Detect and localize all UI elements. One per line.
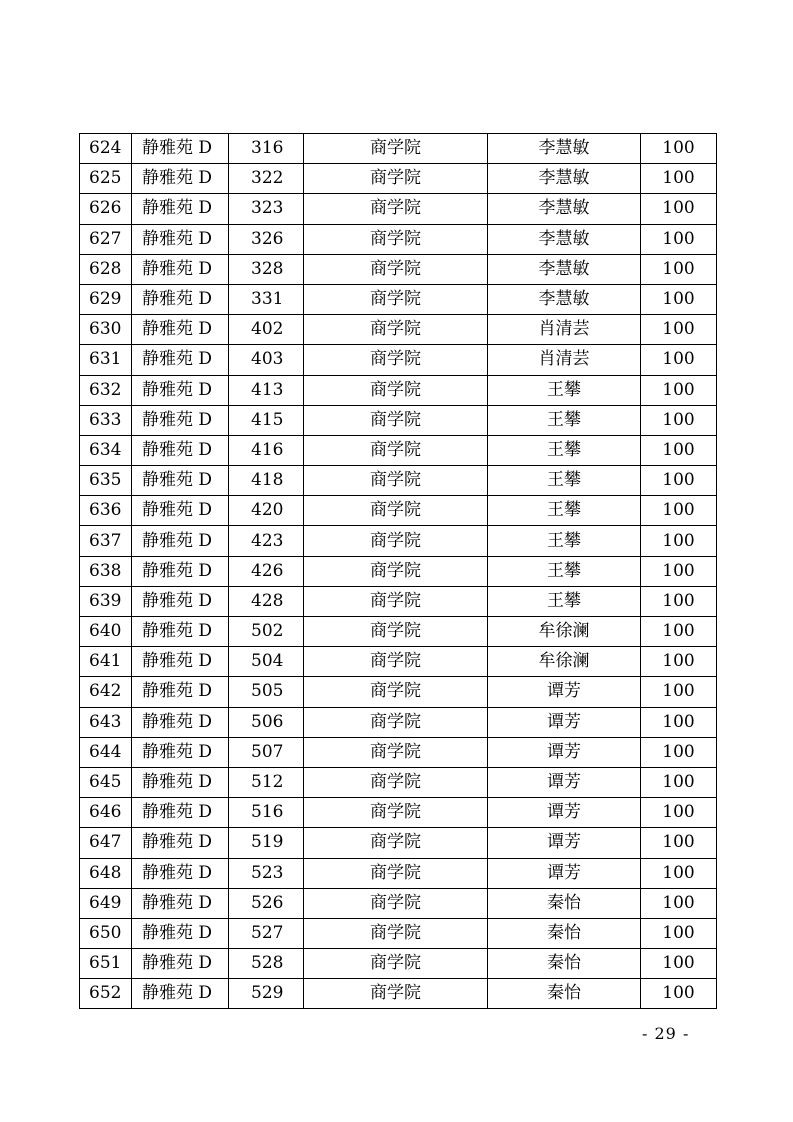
room-number-cell: 528 <box>229 949 304 979</box>
building-cell: 静雅苑 D <box>132 526 229 556</box>
building-cell: 静雅苑 D <box>132 707 229 737</box>
person-name-cell: 王攀 <box>488 586 641 616</box>
row-number-cell: 648 <box>80 858 132 888</box>
room-number-cell: 328 <box>229 254 304 284</box>
building-cell: 静雅苑 D <box>132 224 229 254</box>
person-name-cell: 谭芳 <box>488 707 641 737</box>
row-number-cell: 628 <box>80 254 132 284</box>
college-cell: 商学院 <box>304 858 488 888</box>
row-number-cell: 632 <box>80 375 132 405</box>
room-number-cell: 423 <box>229 526 304 556</box>
person-name-cell: 谭芳 <box>488 858 641 888</box>
row-number-cell: 627 <box>80 224 132 254</box>
college-cell: 商学院 <box>304 466 488 496</box>
college-cell: 商学院 <box>304 586 488 616</box>
score-cell: 100 <box>641 828 717 858</box>
row-number-cell: 626 <box>80 194 132 224</box>
person-name-cell: 王攀 <box>488 435 641 465</box>
room-number-cell: 519 <box>229 828 304 858</box>
person-name-cell: 王攀 <box>488 526 641 556</box>
room-number-cell: 323 <box>229 194 304 224</box>
college-cell: 商学院 <box>304 888 488 918</box>
room-number-cell: 523 <box>229 858 304 888</box>
person-name-cell: 秦怡 <box>488 918 641 948</box>
person-name-cell: 秦怡 <box>488 979 641 1009</box>
building-cell: 静雅苑 D <box>132 737 229 767</box>
score-cell: 100 <box>641 134 717 164</box>
row-number-cell: 644 <box>80 737 132 767</box>
score-cell: 100 <box>641 254 717 284</box>
building-cell: 静雅苑 D <box>132 254 229 284</box>
person-name-cell: 李慧敏 <box>488 224 641 254</box>
room-number-cell: 502 <box>229 617 304 647</box>
room-number-cell: 512 <box>229 767 304 797</box>
room-number-cell: 505 <box>229 677 304 707</box>
person-name-cell: 王攀 <box>488 405 641 435</box>
building-cell: 静雅苑 D <box>132 949 229 979</box>
building-cell: 静雅苑 D <box>132 767 229 797</box>
score-cell: 100 <box>641 586 717 616</box>
person-name-cell: 李慧敏 <box>488 254 641 284</box>
person-name-cell: 谭芳 <box>488 737 641 767</box>
room-number-cell: 529 <box>229 979 304 1009</box>
room-number-cell: 403 <box>229 345 304 375</box>
score-cell: 100 <box>641 677 717 707</box>
person-name-cell: 谭芳 <box>488 677 641 707</box>
building-cell: 静雅苑 D <box>132 918 229 948</box>
building-cell: 静雅苑 D <box>132 405 229 435</box>
person-name-cell: 谭芳 <box>488 767 641 797</box>
person-name-cell: 李慧敏 <box>488 164 641 194</box>
college-cell: 商学院 <box>304 798 488 828</box>
score-cell: 100 <box>641 949 717 979</box>
college-cell: 商学院 <box>304 677 488 707</box>
score-cell: 100 <box>641 224 717 254</box>
table-row <box>80 828 717 858</box>
college-cell: 商学院 <box>304 556 488 586</box>
table-row <box>80 194 717 224</box>
room-number-cell: 504 <box>229 647 304 677</box>
row-number-cell: 624 <box>80 134 132 164</box>
table-row <box>80 526 717 556</box>
row-number-cell: 649 <box>80 888 132 918</box>
building-cell: 静雅苑 D <box>132 647 229 677</box>
college-cell: 商学院 <box>304 345 488 375</box>
person-name-cell: 王攀 <box>488 496 641 526</box>
college-cell: 商学院 <box>304 647 488 677</box>
room-number-cell: 418 <box>229 466 304 496</box>
college-cell: 商学院 <box>304 164 488 194</box>
person-name-cell: 肖清芸 <box>488 345 641 375</box>
score-cell: 100 <box>641 194 717 224</box>
building-cell: 静雅苑 D <box>132 466 229 496</box>
building-cell: 静雅苑 D <box>132 315 229 345</box>
score-cell: 100 <box>641 979 717 1009</box>
table-row <box>80 979 717 1009</box>
college-cell: 商学院 <box>304 617 488 647</box>
building-cell: 静雅苑 D <box>132 979 229 1009</box>
college-cell: 商学院 <box>304 375 488 405</box>
table-row <box>80 254 717 284</box>
table-row <box>80 707 717 737</box>
row-number-cell: 651 <box>80 949 132 979</box>
building-cell: 静雅苑 D <box>132 556 229 586</box>
dormitory-score-table <box>79 133 717 1009</box>
score-cell: 100 <box>641 466 717 496</box>
table-row <box>80 647 717 677</box>
table-row <box>80 798 717 828</box>
table-row <box>80 949 717 979</box>
table-row <box>80 858 717 888</box>
row-number-cell: 652 <box>80 979 132 1009</box>
college-cell: 商学院 <box>304 284 488 314</box>
score-cell: 100 <box>641 556 717 586</box>
row-number-cell: 637 <box>80 526 132 556</box>
table-row <box>80 496 717 526</box>
person-name-cell: 王攀 <box>488 466 641 496</box>
row-number-cell: 641 <box>80 647 132 677</box>
table-row <box>80 405 717 435</box>
score-cell: 100 <box>641 405 717 435</box>
college-cell: 商学院 <box>304 526 488 556</box>
row-number-cell: 636 <box>80 496 132 526</box>
college-cell: 商学院 <box>304 254 488 284</box>
row-number-cell: 629 <box>80 284 132 314</box>
person-name-cell: 肖清芸 <box>488 315 641 345</box>
building-cell: 静雅苑 D <box>132 496 229 526</box>
building-cell: 静雅苑 D <box>132 828 229 858</box>
building-cell: 静雅苑 D <box>132 284 229 314</box>
score-cell: 100 <box>641 435 717 465</box>
room-number-cell: 416 <box>229 435 304 465</box>
row-number-cell: 640 <box>80 617 132 647</box>
score-cell: 100 <box>641 737 717 767</box>
row-number-cell: 642 <box>80 677 132 707</box>
college-cell: 商学院 <box>304 918 488 948</box>
room-number-cell: 415 <box>229 405 304 435</box>
row-number-cell: 638 <box>80 556 132 586</box>
score-cell: 100 <box>641 284 717 314</box>
score-cell: 100 <box>641 375 717 405</box>
room-number-cell: 326 <box>229 224 304 254</box>
row-number-cell: 633 <box>80 405 132 435</box>
score-cell: 100 <box>641 617 717 647</box>
table-row <box>80 586 717 616</box>
row-number-cell: 650 <box>80 918 132 948</box>
room-number-cell: 322 <box>229 164 304 194</box>
row-number-cell: 630 <box>80 315 132 345</box>
table-row <box>80 134 717 164</box>
building-cell: 静雅苑 D <box>132 798 229 828</box>
room-number-cell: 426 <box>229 556 304 586</box>
row-number-cell: 631 <box>80 345 132 375</box>
score-cell: 100 <box>641 888 717 918</box>
person-name-cell: 秦怡 <box>488 888 641 918</box>
table-row <box>80 345 717 375</box>
room-number-cell: 331 <box>229 284 304 314</box>
row-number-cell: 625 <box>80 164 132 194</box>
table-row <box>80 224 717 254</box>
page-number: - 29 - <box>642 1024 690 1043</box>
building-cell: 静雅苑 D <box>132 888 229 918</box>
person-name-cell: 李慧敏 <box>488 134 641 164</box>
college-cell: 商学院 <box>304 496 488 526</box>
table-row <box>80 284 717 314</box>
score-cell: 100 <box>641 315 717 345</box>
college-cell: 商学院 <box>304 315 488 345</box>
person-name-cell: 王攀 <box>488 556 641 586</box>
college-cell: 商学院 <box>304 949 488 979</box>
college-cell: 商学院 <box>304 737 488 767</box>
building-cell: 静雅苑 D <box>132 435 229 465</box>
table-row <box>80 737 717 767</box>
room-number-cell: 527 <box>229 918 304 948</box>
college-cell: 商学院 <box>304 435 488 465</box>
building-cell: 静雅苑 D <box>132 677 229 707</box>
building-cell: 静雅苑 D <box>132 345 229 375</box>
building-cell: 静雅苑 D <box>132 134 229 164</box>
room-number-cell: 506 <box>229 707 304 737</box>
person-name-cell: 牟徐澜 <box>488 617 641 647</box>
room-number-cell: 420 <box>229 496 304 526</box>
row-number-cell: 646 <box>80 798 132 828</box>
college-cell: 商学院 <box>304 767 488 797</box>
table-row <box>80 556 717 586</box>
table-row <box>80 918 717 948</box>
table-row <box>80 677 717 707</box>
table-row <box>80 767 717 797</box>
college-cell: 商学院 <box>304 405 488 435</box>
score-cell: 100 <box>641 767 717 797</box>
score-cell: 100 <box>641 918 717 948</box>
college-cell: 商学院 <box>304 979 488 1009</box>
row-number-cell: 643 <box>80 707 132 737</box>
table-row <box>80 375 717 405</box>
score-cell: 100 <box>641 496 717 526</box>
person-name-cell: 谭芳 <box>488 828 641 858</box>
row-number-cell: 645 <box>80 767 132 797</box>
table-row <box>80 435 717 465</box>
room-number-cell: 413 <box>229 375 304 405</box>
person-name-cell: 王攀 <box>488 375 641 405</box>
college-cell: 商学院 <box>304 134 488 164</box>
person-name-cell: 李慧敏 <box>488 194 641 224</box>
building-cell: 静雅苑 D <box>132 164 229 194</box>
college-cell: 商学院 <box>304 707 488 737</box>
building-cell: 静雅苑 D <box>132 617 229 647</box>
building-cell: 静雅苑 D <box>132 858 229 888</box>
row-number-cell: 634 <box>80 435 132 465</box>
score-cell: 100 <box>641 798 717 828</box>
room-number-cell: 516 <box>229 798 304 828</box>
table-row <box>80 315 717 345</box>
table-row <box>80 617 717 647</box>
person-name-cell: 秦怡 <box>488 949 641 979</box>
score-cell: 100 <box>641 345 717 375</box>
score-cell: 100 <box>641 707 717 737</box>
room-number-cell: 428 <box>229 586 304 616</box>
room-number-cell: 402 <box>229 315 304 345</box>
room-number-cell: 526 <box>229 888 304 918</box>
table-row <box>80 164 717 194</box>
college-cell: 商学院 <box>304 224 488 254</box>
room-number-cell: 316 <box>229 134 304 164</box>
score-cell: 100 <box>641 526 717 556</box>
college-cell: 商学院 <box>304 828 488 858</box>
building-cell: 静雅苑 D <box>132 194 229 224</box>
row-number-cell: 647 <box>80 828 132 858</box>
table-row <box>80 466 717 496</box>
row-number-cell: 639 <box>80 586 132 616</box>
room-number-cell: 507 <box>229 737 304 767</box>
score-cell: 100 <box>641 858 717 888</box>
table-row <box>80 888 717 918</box>
score-cell: 100 <box>641 164 717 194</box>
building-cell: 静雅苑 D <box>132 586 229 616</box>
row-number-cell: 635 <box>80 466 132 496</box>
score-cell: 100 <box>641 647 717 677</box>
person-name-cell: 谭芳 <box>488 798 641 828</box>
building-cell: 静雅苑 D <box>132 375 229 405</box>
table-body <box>80 134 717 1009</box>
person-name-cell: 牟徐澜 <box>488 647 641 677</box>
person-name-cell: 李慧敏 <box>488 284 641 314</box>
college-cell: 商学院 <box>304 194 488 224</box>
